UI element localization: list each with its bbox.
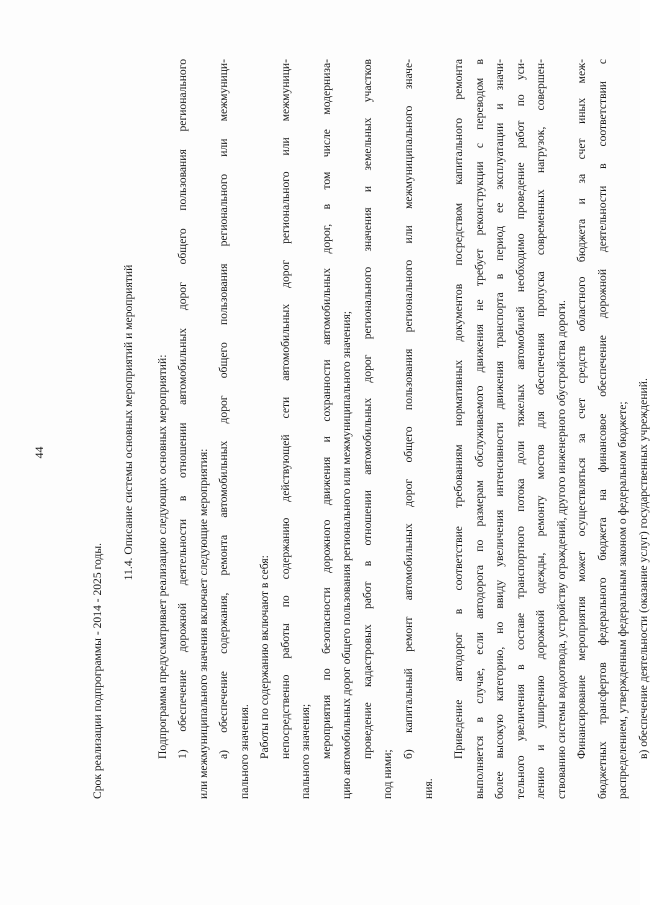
text-line (613, 0, 634, 905)
text-line (317, 0, 338, 905)
text-line-content: цию автомобильных дорог общего пользования регионального или межмуниципального значения; (340, 310, 353, 799)
text-line-content: 11.4. Описание системы основных мероприятий и мероприятий (121, 264, 135, 581)
text-line (153, 0, 174, 905)
section-heading (109, 0, 153, 905)
text-line-content: или межмуниципального значения включает следующие мероприятия: (196, 448, 210, 799)
text-line (173, 0, 194, 905)
text-line (449, 0, 470, 905)
text-line (358, 0, 379, 905)
text-line (399, 0, 420, 905)
text-line-content: распределением, утвержденным федеральным законом о федеральном бюджете; (616, 401, 629, 799)
text-line (337, 0, 358, 905)
text-line-content: пального значения; (299, 703, 312, 799)
text-line-content: под ними; (381, 749, 394, 799)
text-line-content: ствованию системы водоотвода, устройству ограждений, другого инженерного обустройства дороги. (554, 300, 568, 799)
text-line (470, 0, 491, 905)
text-line-content: лению и уширению дорожной одежды, ремонту мостов для обеспечения пропуска современных нагрузок, совершен- (534, 59, 547, 799)
text-line (419, 0, 449, 905)
text-line-content: проведение кадастровых работ в отношении автомобильных дорог регионального значения и земельных участков (360, 59, 374, 759)
text-line (490, 0, 511, 905)
text-line-content: тельного увеличения в составе транспортного потока доли тяжелых автомобилей необходимо проведение работ по уси- (513, 59, 527, 799)
page-number: 44 (32, 446, 46, 459)
text-line-content: пального значения. (237, 704, 251, 799)
text-line-content: Подпрограмма предусматривает реализацию следующих основных мероприятий: (155, 354, 169, 759)
text-line (593, 0, 614, 905)
text-line (552, 0, 573, 905)
text-line (531, 0, 552, 905)
text-line-content: Приведение автодорог в соответствие требованиям нормативных документов посредством капитального ремонта (452, 59, 465, 759)
text-line (214, 0, 235, 905)
text-line (378, 0, 399, 905)
text-line-content: ния. (422, 778, 435, 799)
text-line (572, 0, 593, 905)
text-line-content: мероприятия по безопасности дорожного движения и сохранности автомобильных дорог, в том числе модерниза- (319, 59, 333, 759)
text-line (634, 0, 654, 905)
text-line (235, 0, 256, 905)
text-line-content: бюджетных трансфертов федерального бюджета на финансовое обеспечение дорожной деятельности в соответствии с (595, 59, 609, 799)
text-line (296, 0, 317, 905)
text-line-content: Финансирование мероприятия может осуществляться за счет средств областного бюджета и за счет иных меж- (575, 59, 588, 759)
text-line (255, 0, 276, 905)
text-line-content: а) обеспечение содержания, ремонта автомобильных дорог общего пользования регионального или межмуници- (217, 59, 230, 759)
text-line-content: выполняется в случае, если автодорога по размерам обслуживаемого движения не требует реконструкции с переводом в (472, 59, 486, 799)
text-line-content: 1) обеспечение дорожной деятельности в отношении автомобильных дорог общего пользования регионального (176, 59, 189, 759)
text-line-content: непосредственно работы по содержанию действующей сети автомобильных дорог регионального или межмуници- (278, 59, 292, 759)
text-line-content: б) капитальный ремонт автомобильных дорог общего пользования регионального или межмуниципального значе- (401, 59, 415, 759)
text-line (194, 0, 215, 905)
text-line-content: Работы по содержанию включают в себя: (258, 555, 271, 759)
text-line (276, 0, 297, 905)
document-body (88, 0, 654, 905)
text-line (88, 0, 109, 905)
text-line-content: в) обеспечение деятельности (оказание услуг) государственных учреждений. (636, 378, 650, 759)
text-line-content: Срок реализации подпрограммы - 2014 - 2025 годы. (91, 542, 104, 799)
text-line-content: более высокую категорию, но ввиду увеличения интенсивности движения транспорта в период ее эксплуатации и значи- (493, 59, 506, 799)
text-line (511, 0, 532, 905)
